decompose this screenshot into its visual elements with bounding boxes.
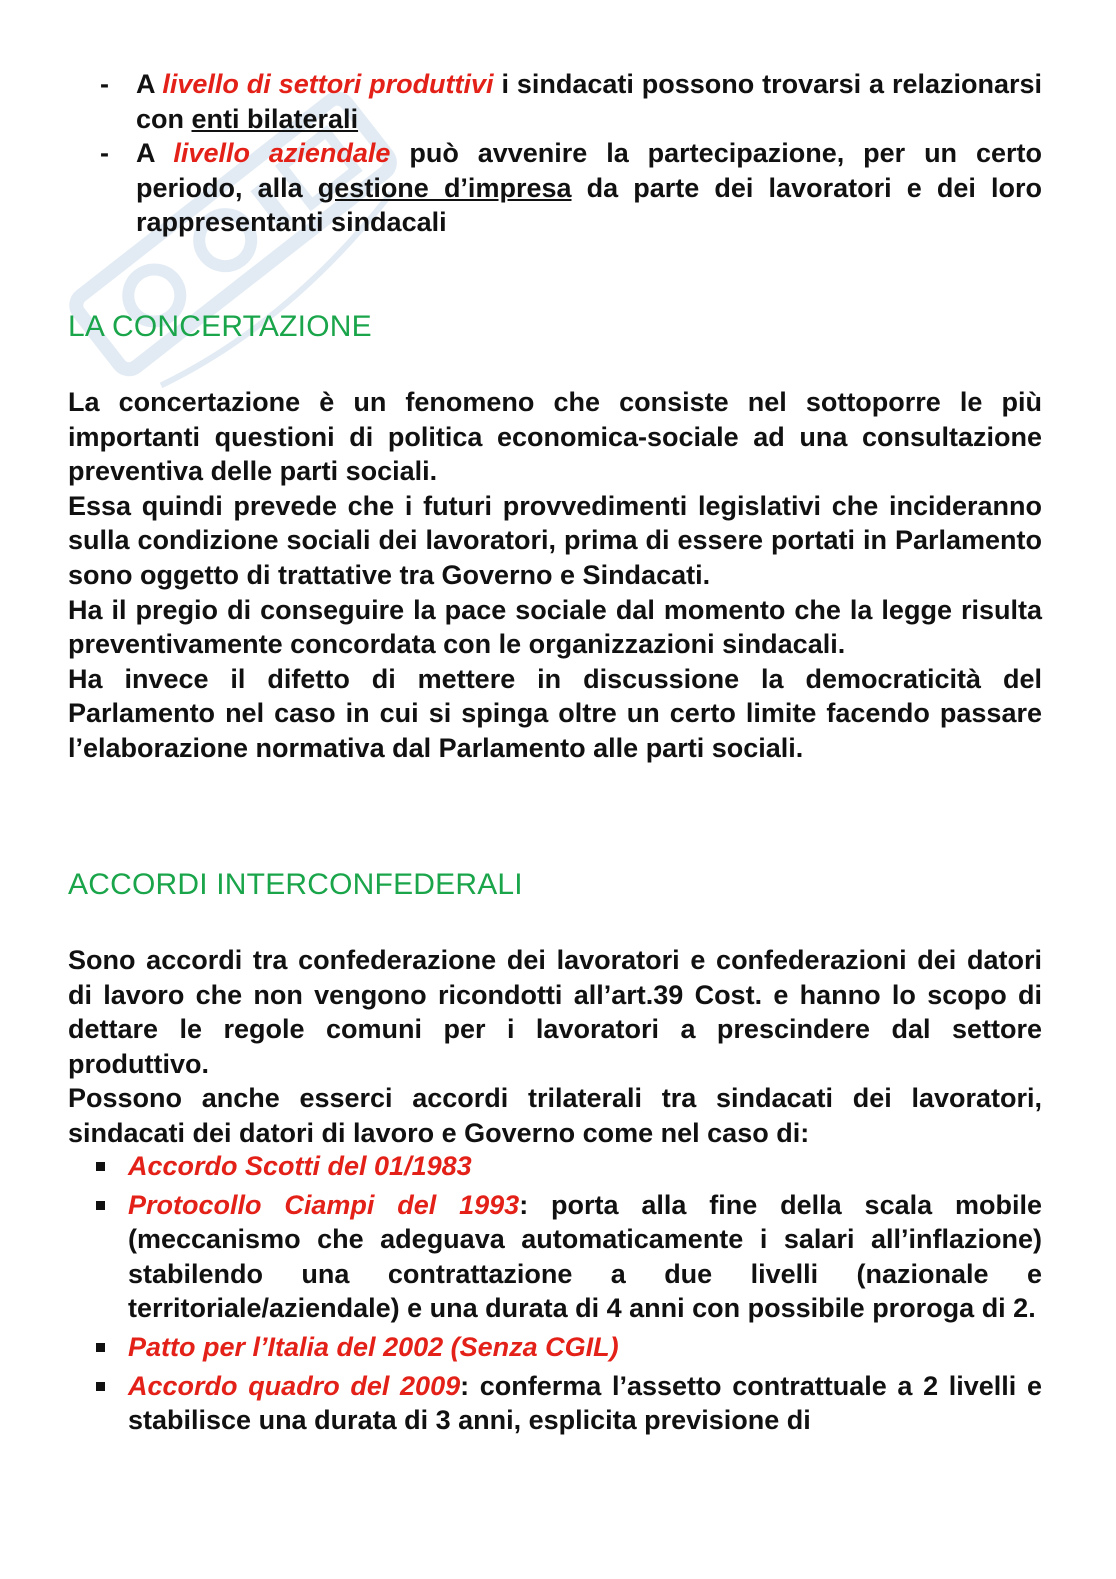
accordi-bullet-list bbox=[96, 1149, 1042, 1442]
paragraph: Sono accordi tra confederazione dei lavoratori e confederazioni dei datori di lavoro che non vengono ricondotti all’art.39 Cost. e hanno lo scopo di dettare le regole comuni per i lavoratori a prescindere dal settore produttivo. bbox=[68, 945, 1042, 1079]
item-text: : conferma l’assetto contrattuale a 2 livelli e stabilisce una durata di 3 anni, esplicita previsione di bbox=[128, 1370, 1042, 1436]
paragraph: Possono anche esserci accordi trilaterali tra sindacati dei lavoratori, sindacati dei datori di lavoro e Governo come nel caso di: bbox=[68, 1083, 1042, 1148]
list-item bbox=[96, 1149, 1042, 1184]
item-text: i sindacati possono trovarsi a relazionarsi con bbox=[136, 69, 1043, 134]
item-text: : porta alla fine della scala mobile (meccanismo che adeguava automaticamente i salari all’inflazione) stabilendo una contrattazione a due livelli (nazionale e territoriale/aziendale) e una durata di 4 anni con possibile proroga di 2. bbox=[128, 1189, 1042, 1324]
dash-marker: - bbox=[100, 69, 109, 99]
section-body-concertazione bbox=[68, 385, 1042, 766]
item-highlight: Accordo quadro del 2009 bbox=[128, 1370, 461, 1401]
top-dash-list bbox=[100, 67, 1042, 240]
item-highlight: Patto per l’Italia del 2002 (Senza CGIL) bbox=[128, 1331, 619, 1362]
paragraph: Ha invece il difetto di mettere in discussione la democraticità del Parlamento nel caso in cui si spinga oltre un certo limite facendo passare l’elaborazione normativa dal Parlamento alle parti sociali. bbox=[68, 663, 1042, 763]
paragraph: La concertazione è un fenomeno che consiste nel sottoporre le più importanti questioni di politica economica-sociale ad una consultazione preventiva delle parti sociali. bbox=[68, 387, 1042, 487]
item-text: può avvenire la partecipazione, per un certo periodo, alla bbox=[136, 138, 1042, 203]
item-underlined: gestione d’impresa bbox=[317, 172, 572, 203]
list-item bbox=[96, 1330, 1042, 1365]
item-highlight: Protocollo Ciampi del 1993 bbox=[128, 1189, 520, 1220]
item-prefix: A bbox=[136, 69, 163, 99]
section-heading-concertazione: LA CONCERTAZIONE bbox=[68, 310, 372, 343]
list-item bbox=[100, 136, 1042, 240]
item-highlight: livello di settori produttivi bbox=[162, 69, 494, 99]
paragraph: Essa quindi prevede che i futuri provvedimenti legislativi che incideranno sulla condizione sociali dei lavoratori, prima di essere portati in Parlamento sono oggetto di trattative tra Governo e Sindacati. bbox=[68, 490, 1042, 590]
square-bullet-icon bbox=[96, 1382, 105, 1391]
list-item bbox=[100, 67, 1042, 136]
square-bullet-icon bbox=[96, 1162, 105, 1171]
dash-marker: - bbox=[100, 138, 109, 169]
item-suffix: da parte dei lavoratori e dei loro rappresentanti sindacali bbox=[136, 172, 1042, 238]
list-item bbox=[96, 1188, 1042, 1326]
item-underlined: enti bilaterali bbox=[191, 103, 359, 134]
item-highlight: livello aziendale bbox=[173, 138, 391, 169]
square-bullet-icon bbox=[96, 1201, 105, 1210]
item-highlight: Accordo Scotti del 01/1983 bbox=[128, 1151, 472, 1181]
item-prefix: A bbox=[136, 138, 174, 169]
paragraph: Ha il pregio di conseguire la pace sociale dal momento che la legge risulta preventivamente concordata con le organizzazioni sindacali. bbox=[68, 594, 1042, 660]
section-body-accordi bbox=[68, 943, 1042, 1151]
section-heading-accordi: ACCORDI INTERCONFEDERALI bbox=[68, 868, 523, 901]
square-bullet-icon bbox=[96, 1343, 105, 1352]
list-item bbox=[96, 1369, 1042, 1438]
